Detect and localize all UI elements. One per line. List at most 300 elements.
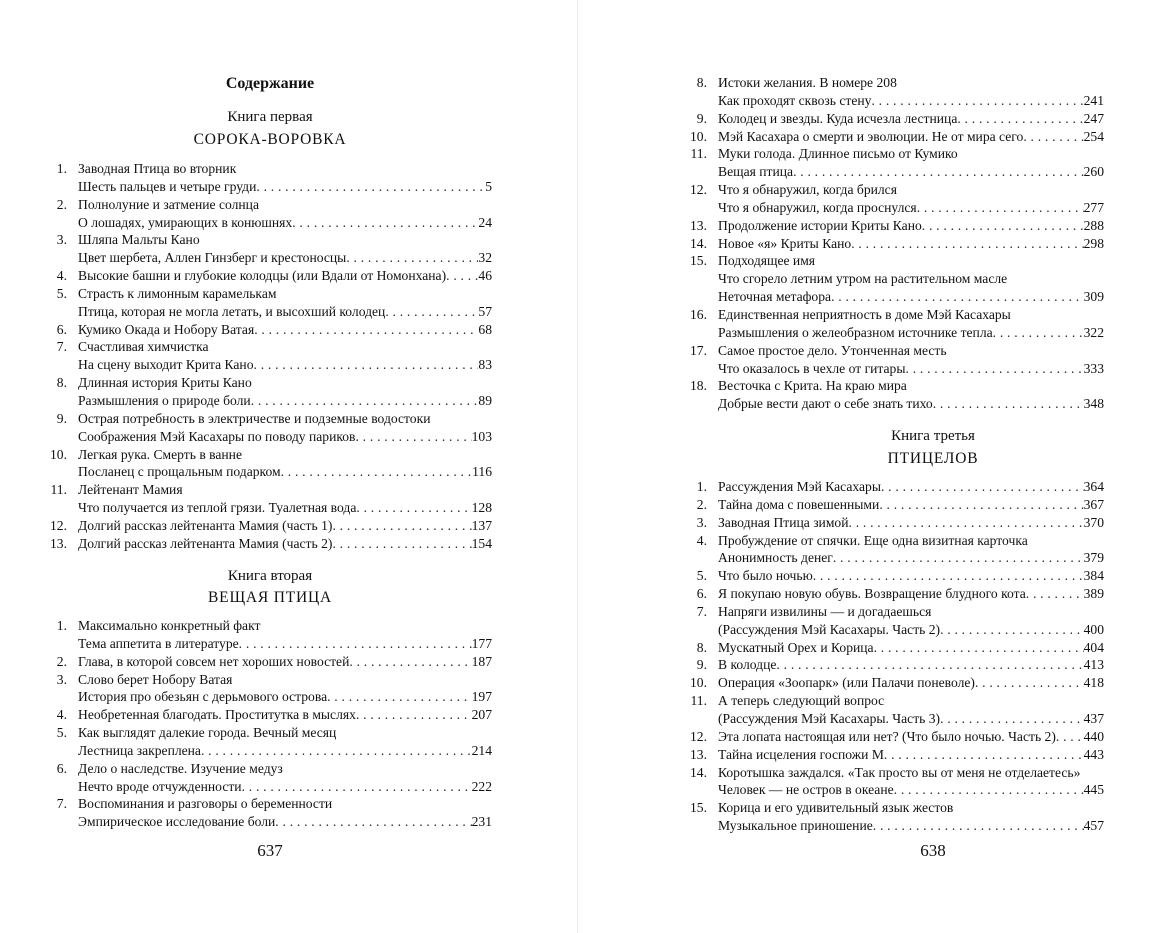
toc-line: [50, 446, 492, 464]
toc-line: [50, 196, 492, 214]
chapter-page-number: 177: [471, 635, 492, 651]
chapter-entry: [78, 392, 492, 410]
chapter-title: (Рассуждения Мэй Касахары. Часть 3): [718, 710, 941, 726]
toc-line: [50, 214, 492, 232]
dot-leader: [813, 567, 1084, 585]
chapter-page-number: 231: [471, 814, 492, 830]
chapter-page-number: 348: [1083, 396, 1104, 412]
chapter-entry: [718, 549, 1104, 567]
chapter-title: Корица и его удивительный язык жестов: [718, 800, 954, 816]
toc-line: [50, 724, 492, 742]
chapter-title: Длинная история Криты Кано: [78, 375, 252, 391]
dot-leader: [254, 321, 478, 339]
chapter-title: Мэй Касахара о смерти и эволюции. Не от мира сего: [718, 128, 1024, 144]
chapter-title: Что получается из теплой грязи. Туалетная вода: [78, 500, 357, 516]
dot-leader: [993, 324, 1084, 342]
toc-line: [690, 92, 1104, 110]
chapter-entry: [718, 110, 1104, 128]
toc-line: [690, 478, 1104, 496]
chapter-entry: [78, 178, 492, 196]
dot-leader: [349, 653, 471, 671]
chapter-entry: [78, 617, 492, 635]
chapter-entry: [718, 181, 1104, 199]
toc-line: [690, 377, 1104, 395]
chapter-number: 6.: [56, 760, 67, 776]
chapter-title: В колодце: [718, 657, 777, 673]
dot-leader: [851, 235, 1083, 253]
chapter-number: 8.: [56, 375, 67, 391]
chapter-title: О лошадях, умирающих в конюшнях: [78, 214, 293, 230]
chapter-entry: [718, 92, 1104, 110]
chapter-page-number: 260: [1083, 164, 1104, 180]
toc-line: [50, 760, 492, 778]
chapter-title: Тайна исцеления госпожи М: [718, 746, 884, 762]
dot-leader: [1056, 728, 1084, 746]
toc-line: [50, 321, 492, 339]
toc-line: [50, 267, 492, 285]
chapter-number: 5.: [56, 285, 67, 301]
chapter-title: Коротышка заждался. «Так просто вы от меня не отделаетесь»: [718, 764, 1081, 780]
chapter-title: Глава, в которой совсем нет хороших новостей: [78, 653, 350, 669]
dot-leader: [327, 688, 472, 706]
dot-leader: [874, 639, 1084, 657]
chapter-title: Воспоминания и разговоры о беременности: [78, 796, 333, 812]
dot-leader: [275, 813, 471, 831]
dot-leader: [917, 199, 1084, 217]
chapter-number: 10.: [690, 675, 707, 691]
toc-line: [690, 235, 1104, 253]
chapter-entry: [78, 338, 492, 356]
chapter-entry: [718, 692, 1104, 710]
chapter-number: 5.: [696, 568, 707, 584]
chapter-page-number: 443: [1083, 746, 1104, 762]
chapter-entry: [78, 813, 492, 831]
chapter-title: Птица, которая не могла летать, и высохший колодец: [78, 303, 386, 319]
chapter-page-number: 83: [478, 357, 492, 373]
chapter-title: Слово берет Нобору Ватая: [78, 671, 233, 687]
chapter-entry: [718, 621, 1104, 639]
chapter-entry: [78, 795, 492, 813]
dot-leader: [201, 742, 472, 760]
chapter-entry: [78, 231, 492, 249]
chapter-page-number: 413: [1083, 657, 1104, 673]
chapter-page-number: 445: [1083, 782, 1104, 798]
chapter-page-number: 457: [1083, 818, 1104, 834]
toc-line: [690, 603, 1104, 621]
chapter-entry: [78, 410, 492, 428]
toc-line: [50, 428, 492, 446]
chapter-page-number: 222: [471, 778, 492, 794]
dot-leader: [884, 746, 1084, 764]
book-1-title: СОРОКА-ВОРОВКА: [193, 131, 347, 148]
dot-leader: [831, 288, 1084, 306]
toc-line: [690, 764, 1104, 782]
toc-line: [50, 671, 492, 689]
chapter-number: 12.: [690, 728, 707, 744]
chapter-page-number: 214: [471, 742, 492, 758]
chapter-page-number: 154: [471, 535, 492, 551]
chapter-number: 14.: [690, 235, 707, 251]
dot-leader: [1023, 128, 1083, 146]
chapter-entry: [718, 656, 1104, 674]
book-3-title: ПТИЦЕЛОВ: [887, 450, 979, 467]
chapter-title: Шляпа Мальты Кано: [78, 232, 200, 248]
chapter-entry: [718, 163, 1104, 181]
toc-line: [690, 781, 1104, 799]
chapter-page-number: 277: [1083, 199, 1104, 215]
chapter-title: Самое простое дело. Утонченная месть: [718, 342, 947, 358]
chapter-page-number: 333: [1083, 360, 1104, 376]
chapter-title: Страсть к лимонным карамелькам: [78, 285, 277, 301]
chapter-page-number: 364: [1083, 479, 1104, 494]
chapter-entry: [718, 342, 1104, 360]
chapter-title: Лейтенант Мамия: [78, 482, 183, 498]
chapter-title: Добрые вести дают о себе знать тихо: [718, 396, 933, 412]
chapter-entry: [78, 374, 492, 392]
page-number-right: 638: [920, 841, 946, 860]
toc-line: [50, 517, 492, 535]
toc-line: [50, 178, 492, 196]
chapter-page-number: 241: [1083, 92, 1104, 108]
toc-line: [690, 270, 1104, 288]
dot-leader: [957, 110, 1083, 128]
chapter-page-number: 298: [1083, 235, 1104, 251]
chapter-entry: [718, 145, 1104, 163]
chapter-number: 3.: [56, 232, 67, 248]
dot-leader: [332, 517, 471, 535]
chapter-entry: [78, 303, 492, 321]
chapter-entry: [718, 585, 1104, 603]
toc-line: [50, 499, 492, 517]
toc-list-book-1: [50, 160, 492, 553]
chapter-title: Как выглядят далекие города. Вечный месяц: [78, 725, 337, 741]
chapter-entry: [78, 653, 492, 671]
dot-leader: [894, 781, 1084, 799]
chapter-page-number: 24: [478, 214, 492, 230]
chapter-title: Размышления о желеобразном источнике тепла: [718, 324, 993, 340]
chapter-number: 15.: [690, 800, 707, 816]
chapter-entry: [78, 481, 492, 499]
chapter-entry: [718, 710, 1104, 728]
toc-line: [690, 199, 1104, 217]
toc-line: [50, 653, 492, 671]
chapter-page-number: 197: [471, 689, 492, 705]
toc-line: [50, 706, 492, 724]
toc-line: [690, 395, 1104, 413]
chapter-number: 1.: [56, 161, 67, 176]
toc-line: [690, 746, 1104, 764]
dot-leader: [385, 303, 478, 321]
chapter-title: Что я обнаружил, когда проснулся: [718, 199, 917, 215]
toc-line: [50, 778, 492, 796]
chapter-title: Музыкальное приношение: [718, 818, 873, 834]
chapter-title: Что оказалось в чехле от гитары: [718, 360, 906, 376]
chapter-entry: [78, 742, 492, 760]
toc-list-book-3: [690, 478, 1104, 835]
chapter-page-number: 404: [1083, 639, 1104, 655]
dot-leader: [281, 463, 473, 481]
chapter-title: Муки голода. Длинное письмо от Кумико: [718, 146, 958, 162]
chapter-page-number: 137: [471, 517, 492, 533]
chapter-number: 10.: [50, 446, 67, 462]
chapter-number: 6.: [696, 586, 707, 602]
chapter-title: Долгий рассказ лейтенанта Мамия (часть 2): [78, 535, 333, 551]
chapter-title: Посланец с прощальным подарком: [78, 464, 281, 480]
chapter-title: (Рассуждения Мэй Касахары. Часть 2): [718, 621, 941, 637]
dot-leader: [356, 706, 472, 724]
chapter-entry: [718, 799, 1104, 817]
chapter-number: 9.: [56, 410, 67, 426]
chapter-entry: [718, 478, 1104, 496]
toc-line: [50, 285, 492, 303]
toc-line: [690, 674, 1104, 692]
chapter-entry: [718, 199, 1104, 217]
chapter-entry: [718, 532, 1104, 550]
toc-line: [50, 617, 492, 635]
chapter-page-number: 379: [1083, 550, 1104, 566]
chapter-number: 12.: [690, 182, 707, 198]
chapter-entry: [718, 270, 1104, 288]
chapter-title: Что было ночью: [718, 568, 813, 584]
chapter-entry: [718, 74, 1104, 92]
dot-leader: [849, 514, 1084, 532]
chapter-entry: [718, 514, 1104, 532]
toc-line: [690, 110, 1104, 128]
chapter-entry: [718, 746, 1104, 764]
chapter-number: 10.: [690, 128, 707, 144]
toc-line: [50, 303, 492, 321]
chapter-number: 2.: [56, 196, 67, 212]
toc-line: [690, 549, 1104, 567]
chapter-title: Колодец и звезды. Куда исчезла лестница: [718, 110, 958, 126]
chapter-title: Мускатный Орех и Корица: [718, 639, 874, 655]
chapter-page-number: 103: [471, 428, 492, 444]
toc-line: [690, 728, 1104, 746]
chapter-entry: [78, 499, 492, 517]
toc-line: [690, 74, 1104, 92]
dot-leader: [1026, 585, 1084, 603]
toc-line: [690, 585, 1104, 603]
chapter-number: 2.: [696, 496, 707, 512]
chapter-page-number: 400: [1083, 621, 1104, 637]
chapter-title: Размышления о природе боли: [78, 392, 251, 408]
chapter-entry: [78, 635, 492, 653]
dot-leader: [881, 478, 1084, 496]
chapter-page-number: 116: [472, 464, 492, 480]
chapter-entry: [78, 267, 492, 285]
toc-line: [690, 621, 1104, 639]
dot-leader: [355, 428, 471, 446]
toc-line: [690, 817, 1104, 835]
chapter-number: 11.: [690, 146, 707, 162]
chapter-page-number: 247: [1083, 110, 1104, 126]
chapter-title: Неточная метафора: [718, 289, 832, 305]
page-number-left: 637: [257, 841, 283, 860]
book-2-title: ВЕЩАЯ ПТИЦА: [208, 589, 332, 606]
toc-line: [50, 374, 492, 392]
dot-leader: [292, 214, 478, 232]
toc-line: [50, 813, 492, 831]
chapter-title: Дело о наследстве. Изучение медуз: [78, 760, 283, 776]
chapter-number: 12.: [50, 517, 67, 533]
chapter-title: Единственная неприятность в доме Мэй Касахары: [718, 306, 1011, 322]
chapter-page-number: 207: [471, 707, 492, 723]
chapter-title: Вещая птица: [718, 164, 794, 180]
toc-list-book-2: [50, 617, 492, 831]
chapter-title: Рассуждения Мэй Касахары: [718, 479, 881, 494]
chapter-number: 15.: [690, 253, 707, 269]
chapter-entry: [78, 724, 492, 742]
chapter-page-number: 68: [478, 321, 492, 337]
chapter-number: 9.: [696, 110, 707, 126]
chapter-title: Соображения Мэй Касахары по поводу париков: [78, 428, 356, 444]
chapter-entry: [718, 639, 1104, 657]
toc-line: [50, 356, 492, 374]
chapter-title: А теперь следующий вопрос: [718, 693, 885, 709]
dot-leader: [940, 710, 1084, 728]
chapter-page-number: 288: [1083, 217, 1104, 233]
chapter-title: Эмпирическое исследование боли: [78, 814, 276, 830]
toc-line: [50, 231, 492, 249]
chapter-title: Необретенная благодать. Проститутка в мыслях: [78, 707, 356, 723]
chapter-number: 7.: [56, 339, 67, 355]
chapter-page-number: 5: [485, 178, 492, 194]
chapter-title: Заводная Птица зимой: [718, 514, 849, 530]
toc-line: [690, 163, 1104, 181]
chapter-number: 7.: [696, 603, 707, 619]
chapter-entry: [718, 288, 1104, 306]
chapter-number: 13.: [50, 535, 67, 551]
chapter-entry: [78, 428, 492, 446]
toc-line: [690, 324, 1104, 342]
chapter-number: 17.: [690, 342, 707, 358]
chapter-title: Шесть пальцев и четыре груди: [78, 178, 257, 194]
chapter-entry: [718, 496, 1104, 514]
chapter-title: Пробуждение от спячки. Еще одна визитная карточка: [718, 532, 1028, 548]
book-3-label: Книга третья: [891, 428, 975, 444]
chapter-title: Заводная Птица во вторник: [78, 161, 237, 176]
toc-line: [50, 463, 492, 481]
chapter-entry: [78, 671, 492, 689]
chapter-entry: [78, 285, 492, 303]
toc-list-book-2-continued: [690, 74, 1104, 413]
chapter-page-number: 57: [478, 303, 492, 319]
right-page: [578, 0, 1156, 933]
chapter-number: 16.: [690, 306, 707, 322]
chapter-entry: [718, 603, 1104, 621]
chapter-number: 11.: [690, 693, 707, 709]
chapter-number: 1.: [56, 618, 67, 633]
toc-line: [690, 252, 1104, 270]
chapter-entry: [718, 674, 1104, 692]
toc-line: [690, 496, 1104, 514]
chapter-entry: [718, 324, 1104, 342]
chapter-title: Счастливая химчистка: [78, 339, 209, 355]
chapter-number: 4.: [696, 532, 707, 548]
chapter-entry: [78, 535, 492, 553]
toc-line: [690, 306, 1104, 324]
chapter-title: Кумико Окада и Нобору Ватая: [78, 321, 255, 337]
dot-leader: [242, 778, 472, 796]
toc-line: [690, 181, 1104, 199]
chapter-entry: [718, 377, 1104, 395]
chapter-number: 13.: [690, 746, 707, 762]
toc-line: [690, 514, 1104, 532]
chapter-title: Продолжение истории Криты Кано: [718, 217, 922, 233]
chapter-number: 13.: [690, 217, 707, 233]
toc-line: [50, 392, 492, 410]
chapter-page-number: 440: [1083, 728, 1104, 744]
book-2-label: Книга вторая: [227, 568, 313, 584]
chapter-title: Подходящее имя: [718, 253, 816, 269]
chapter-entry: [78, 446, 492, 464]
chapter-entry: [78, 760, 492, 778]
chapter-entry: [718, 817, 1104, 835]
chapter-title: Новое «я» Криты Кано: [718, 235, 852, 251]
chapter-title: Лестница закреплена: [78, 742, 201, 758]
dot-leader: [933, 395, 1084, 413]
chapter-title: Операция «Зоопарк» (или Палачи поневоле): [718, 675, 975, 691]
chapter-entry: [78, 321, 492, 339]
dot-leader: [975, 674, 1084, 692]
chapter-entry: [78, 356, 492, 374]
chapter-number: 3.: [696, 514, 707, 530]
chapter-page-number: 46: [478, 268, 492, 284]
chapter-page-number: 389: [1083, 586, 1104, 602]
chapter-title: Цвет шербета, Аллен Гинзберг и крестоносцы: [78, 250, 347, 266]
chapter-entry: [718, 217, 1104, 235]
chapter-title: Эта лопата настоящая или нет? (Что было ночью. Часть 2): [718, 728, 1056, 744]
left-page: [0, 0, 577, 933]
toc-line: [690, 145, 1104, 163]
chapter-page-number: 309: [1083, 289, 1104, 305]
chapter-title: На сцену выходит Крита Кано: [78, 357, 254, 373]
chapter-title: Тайна дома с повешенными: [718, 496, 880, 512]
chapter-number: 6.: [56, 321, 67, 337]
toc-line: [50, 742, 492, 760]
toc-line: [50, 688, 492, 706]
dot-leader: [346, 249, 478, 267]
chapter-entry: [718, 781, 1104, 799]
contents-heading: Содержание: [225, 75, 315, 92]
toc-line: [690, 567, 1104, 585]
chapter-title: Долгий рассказ лейтенанта Мамия (часть 1): [78, 517, 333, 533]
toc-line: [50, 635, 492, 653]
chapter-number: 2.: [56, 653, 67, 669]
toc-line: [690, 532, 1104, 550]
toc-line: [690, 217, 1104, 235]
chapter-entry: [78, 214, 492, 232]
chapter-number: 7.: [56, 796, 67, 812]
toc-line: [690, 288, 1104, 306]
chapter-entry: [718, 567, 1104, 585]
toc-line: [50, 410, 492, 428]
chapter-entry: [718, 360, 1104, 378]
chapter-page-number: 32: [478, 250, 492, 266]
dot-leader: [254, 356, 479, 374]
chapter-entry: [78, 196, 492, 214]
dot-leader: [879, 496, 1083, 514]
chapter-title: Весточка с Крита. На краю мира: [718, 378, 907, 394]
chapter-number: 4.: [56, 707, 67, 723]
dot-leader: [906, 360, 1084, 378]
book-1-label: Книга первая: [227, 109, 313, 125]
dot-leader: [251, 392, 479, 410]
chapter-title: Человек — не остров в океане: [718, 782, 894, 798]
toc-line: [690, 656, 1104, 674]
chapter-page-number: 437: [1083, 710, 1104, 726]
chapter-page-number: 322: [1083, 324, 1104, 340]
